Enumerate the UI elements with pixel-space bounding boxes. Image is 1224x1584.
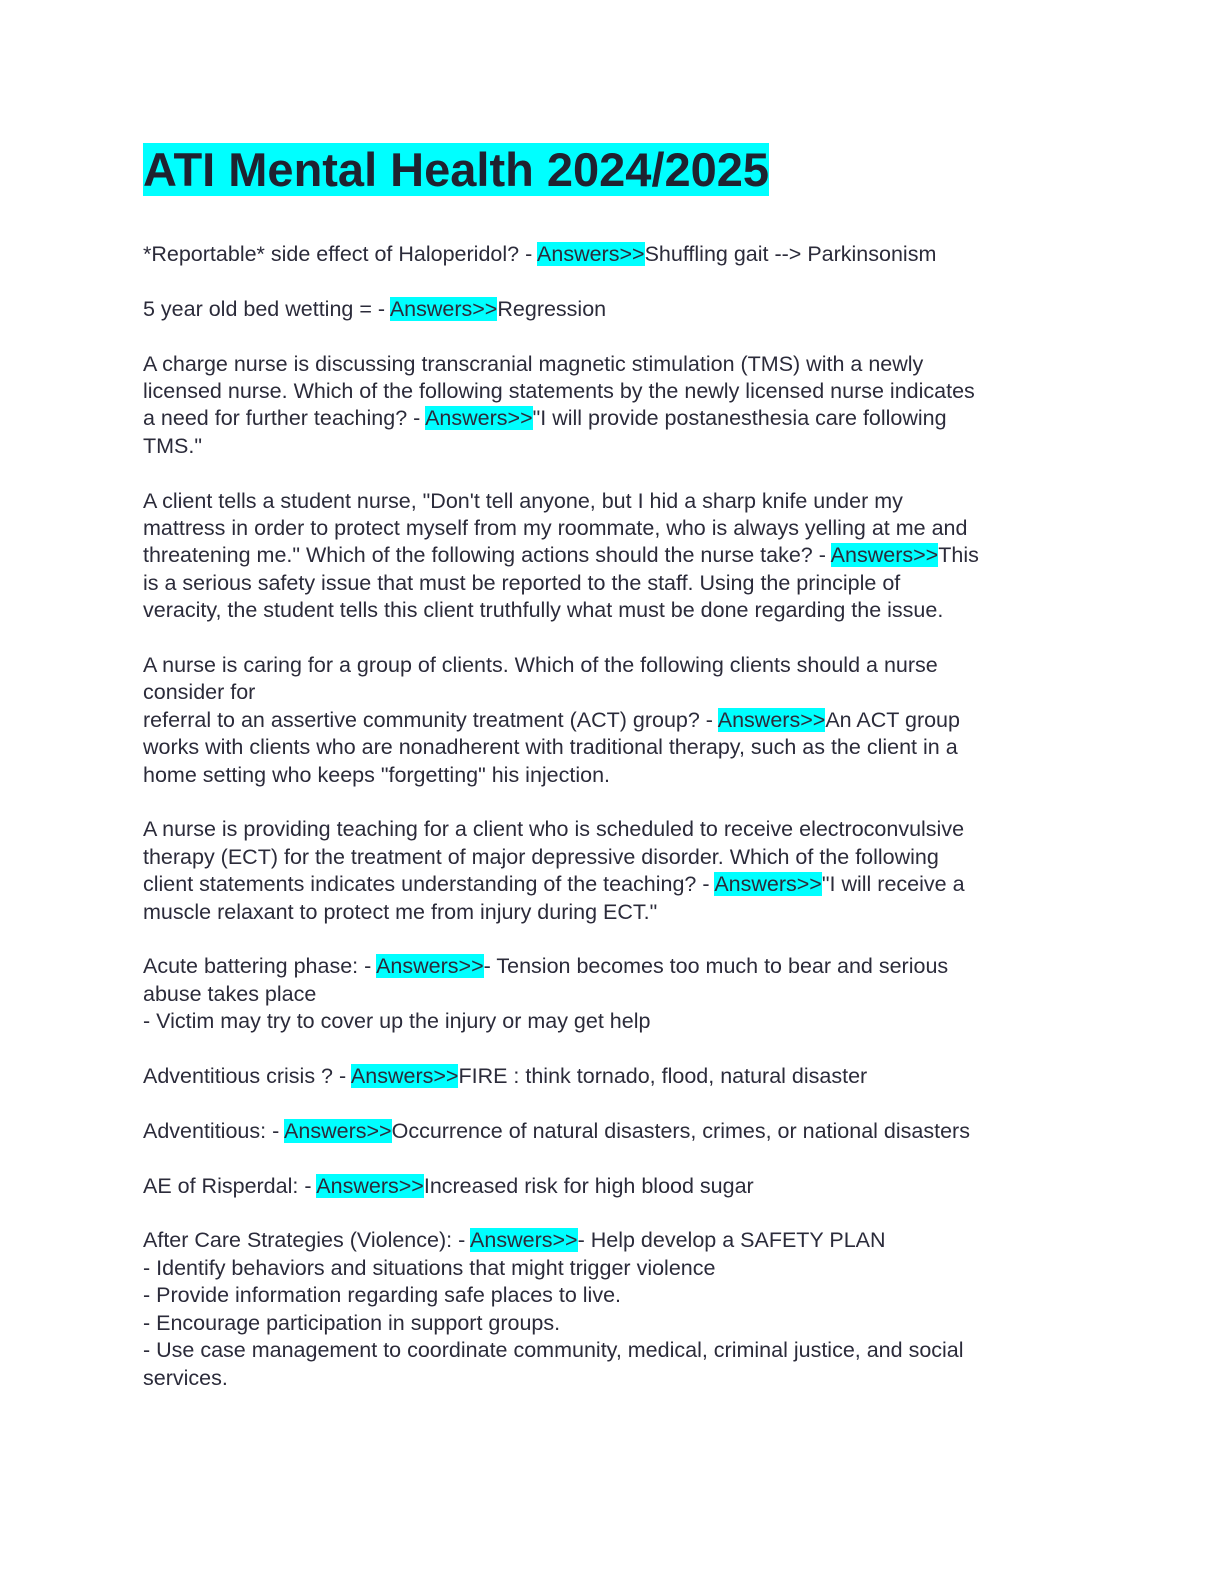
question-text: A nurse is providing teaching for a client who is scheduled to receive electroconvulsive therapy (ECT) for the treatment of major depressive disorder. Which of the following client statements indicates understanding of the teaching? - bbox=[143, 817, 965, 897]
question-text: Adventitious crisis ? - bbox=[143, 1064, 351, 1089]
answer-marker: Answers>> bbox=[714, 872, 822, 897]
answer-text: - Help develop a SAFETY PLAN - Identify behaviors and situations that might trigger violence - Provide information regarding safe places to live. - Encourage participation in support groups. - Use case management to coordinate community, medical, criminal justice, and social services. bbox=[143, 1228, 964, 1390]
answer-marker: Answers>> bbox=[284, 1118, 392, 1143]
qa-entry bbox=[143, 1173, 1083, 1200]
answer-marker: Answers>> bbox=[316, 1173, 424, 1198]
document-title-text: ATI Mental Health 2024/2025 bbox=[143, 143, 770, 196]
answer-text: FIRE : think tornado, flood, natural disaster bbox=[458, 1064, 868, 1089]
answer-text: "I will provide postanesthesia care following TMS." bbox=[143, 406, 947, 458]
qa-entry bbox=[143, 652, 1083, 789]
answer-text: This is a serious safety issue that must be reported to the staff. Using the principle of veracity, the student tells this client truthfully what must be done regarding the issue. bbox=[143, 543, 979, 623]
qa-entry bbox=[143, 296, 1083, 323]
question-text: AE of Risperdal: - bbox=[143, 1173, 317, 1198]
answer-text: Shuffling gait --> Parkinsonism bbox=[644, 242, 937, 266]
answer-text: Regression bbox=[497, 296, 607, 321]
answer-text: Occurrence of natural disasters, crimes, or national disasters bbox=[391, 1118, 970, 1143]
qa-entry bbox=[143, 953, 1083, 1035]
qa-entry bbox=[143, 1063, 1083, 1090]
question-text: A nurse is caring for a group of clients. Which of the following clients should a nurse consider for referral to an assertive community treatment (ACT) group? - bbox=[143, 653, 938, 732]
answer-marker: Answers>> bbox=[717, 707, 826, 732]
qa-entry bbox=[143, 351, 1083, 461]
qa-entry bbox=[143, 1227, 1083, 1391]
qa-entry bbox=[143, 816, 1083, 926]
question-text: A client tells a student nurse, "Don't tell anyone, but I hid a sharp knife under my mattress in order to protect myself from my roommate, who is always yelling at me and threatening me." Which of the following actions should the nurse take? - bbox=[143, 488, 968, 568]
document-page bbox=[143, 142, 1083, 1419]
answer-text: An ACT group works with clients who are nonadherent with traditional therapy, such as the client in a home setting who keeps "forgetting" his injection. bbox=[143, 707, 960, 787]
answer-text: Increased risk for high blood sugar bbox=[423, 1173, 754, 1198]
answer-marker: Answers>> bbox=[470, 1228, 578, 1253]
answer-marker: Answers>> bbox=[350, 1064, 459, 1089]
document-title bbox=[143, 142, 1083, 198]
answer-marker: Answers>> bbox=[376, 954, 484, 979]
qa-entry bbox=[143, 488, 1083, 625]
qa-entry bbox=[143, 241, 1083, 268]
answer-marker: Answers>> bbox=[830, 543, 939, 568]
answer-text: "I will receive a muscle relaxant to protect me from injury during ECT." bbox=[143, 872, 965, 924]
answer-marker: Answers>> bbox=[425, 406, 533, 431]
answer-marker: Answers>> bbox=[389, 296, 498, 321]
question-text: 5 year old bed wetting = - bbox=[143, 296, 390, 321]
question-text: *Reportable* side effect of Haloperidol? - bbox=[143, 242, 538, 266]
question-text: A charge nurse is discussing transcranial magnetic stimulation (TMS) with a newly licensed nurse. Which of the following statements by the newly licensed nurse indicates a need for further teaching? - bbox=[143, 351, 975, 431]
answer-marker: Answers>> bbox=[537, 242, 645, 266]
qa-list bbox=[143, 241, 1083, 1392]
question-text: Acute battering phase: - bbox=[143, 954, 377, 979]
qa-entry bbox=[143, 1118, 1083, 1145]
answer-text: - Tension becomes too much to bear and serious abuse takes place - Victim may try to cover up the injury or may get help bbox=[143, 954, 949, 1034]
question-text: Adventitious: - bbox=[143, 1118, 285, 1143]
question-text: After Care Strategies (Violence): - bbox=[143, 1228, 471, 1253]
